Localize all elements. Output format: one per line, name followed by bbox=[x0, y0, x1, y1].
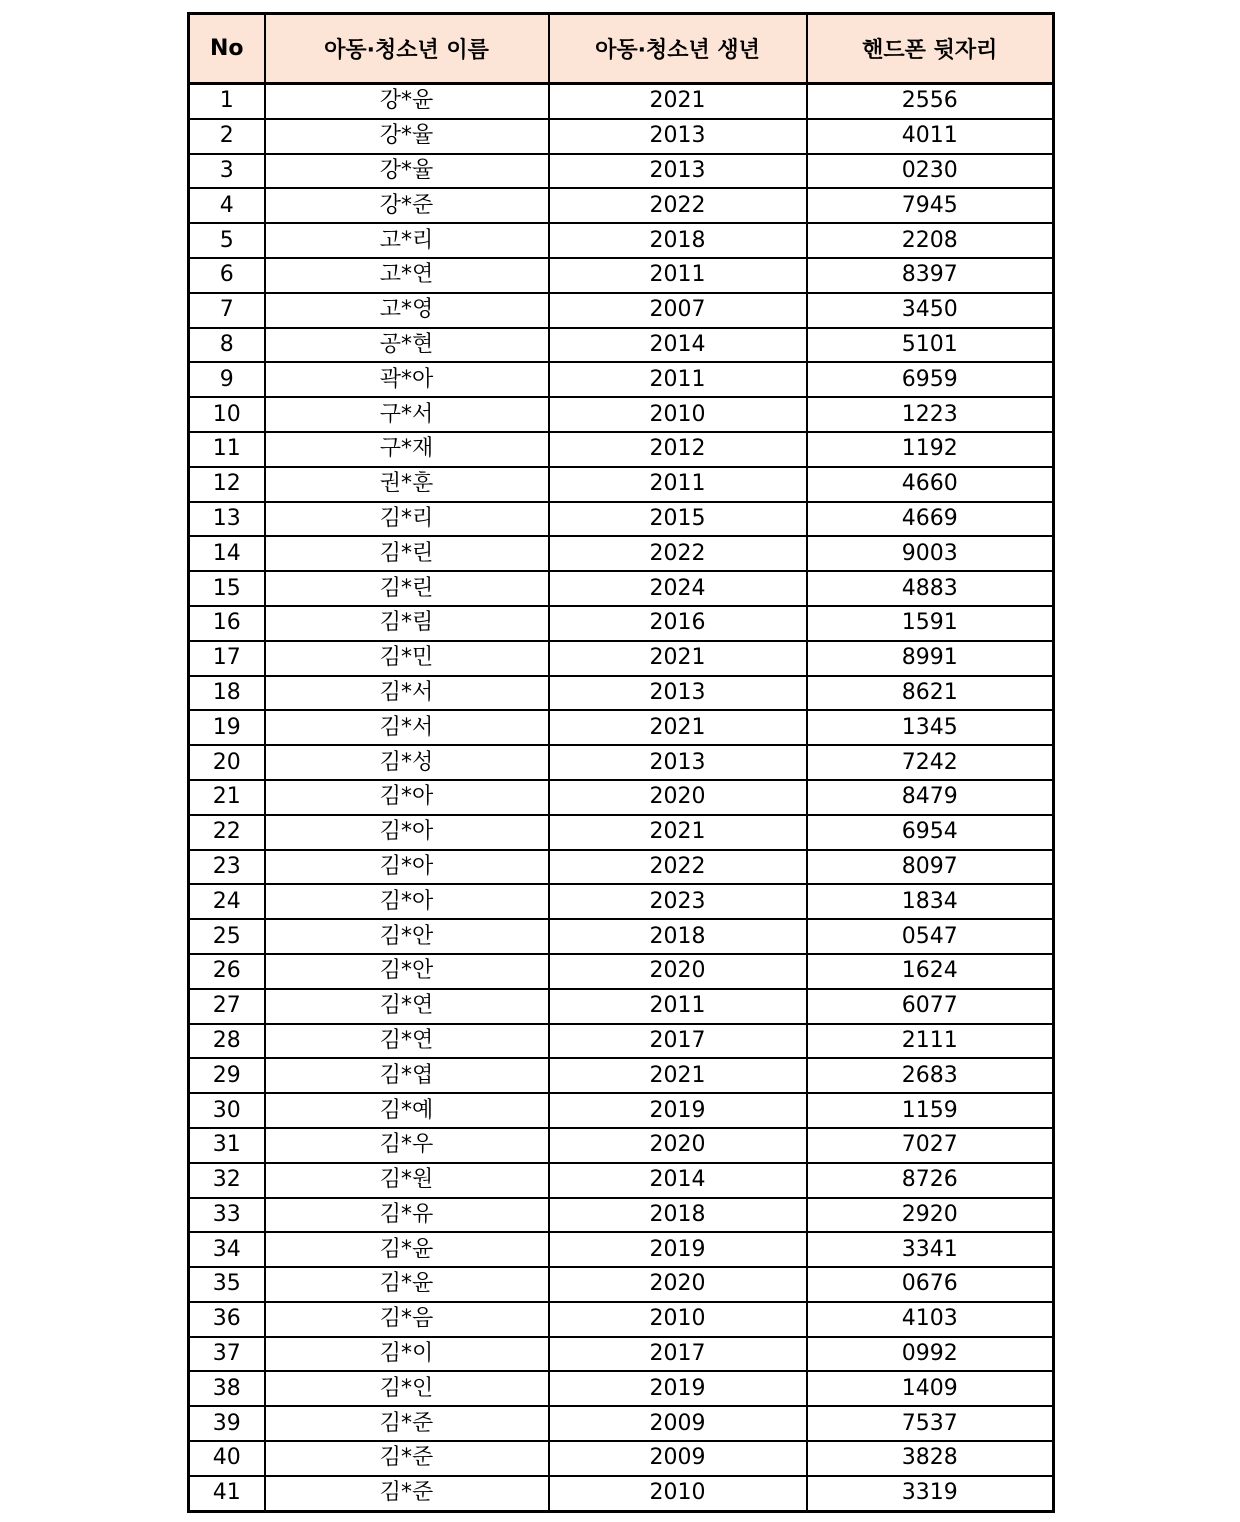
cell-no: 37 bbox=[189, 1337, 265, 1372]
cell-no: 1 bbox=[189, 84, 265, 119]
cell-birth-year: 2018 bbox=[549, 1198, 807, 1233]
cell-birth-year: 2017 bbox=[549, 1337, 807, 1372]
cell-birth-year: 2021 bbox=[549, 641, 807, 676]
cell-phone-last-digits: 4883 bbox=[807, 571, 1054, 606]
cell-birth-year: 2019 bbox=[549, 1093, 807, 1128]
cell-phone-last-digits: 1345 bbox=[807, 710, 1054, 745]
table-row bbox=[189, 1024, 1054, 1059]
cell-phone-last-digits: 5101 bbox=[807, 328, 1054, 363]
table-row bbox=[189, 1371, 1054, 1406]
cell-name: 김*아 bbox=[265, 850, 549, 885]
cell-birth-year: 2021 bbox=[549, 710, 807, 745]
cell-name: 강*율 bbox=[265, 119, 549, 154]
cell-birth-year: 2024 bbox=[549, 571, 807, 606]
cell-no: 33 bbox=[189, 1198, 265, 1233]
cell-phone-last-digits: 8479 bbox=[807, 780, 1054, 815]
cell-no: 22 bbox=[189, 815, 265, 850]
cell-phone-last-digits: 1409 bbox=[807, 1371, 1054, 1406]
cell-name: 김*린 bbox=[265, 536, 549, 571]
cell-phone-last-digits: 8097 bbox=[807, 850, 1054, 885]
cell-phone-last-digits: 1159 bbox=[807, 1093, 1054, 1128]
cell-name: 김*림 bbox=[265, 606, 549, 641]
cell-phone-last-digits: 9003 bbox=[807, 536, 1054, 571]
cell-no: 23 bbox=[189, 850, 265, 885]
table-row bbox=[189, 1232, 1054, 1267]
table-row bbox=[189, 397, 1054, 432]
cell-no: 29 bbox=[189, 1058, 265, 1093]
cell-no: 6 bbox=[189, 258, 265, 293]
cell-phone-last-digits: 0230 bbox=[807, 154, 1054, 189]
table-row bbox=[189, 1128, 1054, 1163]
cell-name: 김*음 bbox=[265, 1302, 549, 1337]
cell-birth-year: 2013 bbox=[549, 745, 807, 780]
cell-phone-last-digits: 3319 bbox=[807, 1476, 1054, 1511]
cell-no: 20 bbox=[189, 745, 265, 780]
table-row bbox=[189, 989, 1054, 1024]
cell-no: 9 bbox=[189, 362, 265, 397]
cell-name: 강*율 bbox=[265, 154, 549, 189]
cell-no: 36 bbox=[189, 1302, 265, 1337]
header-name: 아동·청소년 이름 bbox=[265, 14, 549, 84]
cell-phone-last-digits: 1591 bbox=[807, 606, 1054, 641]
cell-no: 10 bbox=[189, 397, 265, 432]
cell-birth-year: 2022 bbox=[549, 536, 807, 571]
cell-birth-year: 2020 bbox=[549, 780, 807, 815]
cell-name: 김*안 bbox=[265, 919, 549, 954]
cell-no: 24 bbox=[189, 884, 265, 919]
cell-name: 김*아 bbox=[265, 780, 549, 815]
cell-birth-year: 2011 bbox=[549, 467, 807, 502]
cell-no: 32 bbox=[189, 1163, 265, 1198]
cell-name: 김*준 bbox=[265, 1406, 549, 1441]
cell-no: 27 bbox=[189, 989, 265, 1024]
cell-name: 김*예 bbox=[265, 1093, 549, 1128]
cell-birth-year: 2013 bbox=[549, 154, 807, 189]
cell-phone-last-digits: 8991 bbox=[807, 641, 1054, 676]
header-row bbox=[189, 14, 1054, 84]
cell-birth-year: 2009 bbox=[549, 1406, 807, 1441]
table-row bbox=[189, 258, 1054, 293]
table-row bbox=[189, 154, 1054, 189]
cell-phone-last-digits: 8726 bbox=[807, 1163, 1054, 1198]
cell-name: 김*민 bbox=[265, 641, 549, 676]
cell-name: 김*연 bbox=[265, 1024, 549, 1059]
cell-no: 13 bbox=[189, 502, 265, 537]
cell-phone-last-digits: 1223 bbox=[807, 397, 1054, 432]
table-row bbox=[189, 328, 1054, 363]
cell-birth-year: 2016 bbox=[549, 606, 807, 641]
table-row bbox=[189, 571, 1054, 606]
cell-no: 18 bbox=[189, 676, 265, 711]
cell-name: 김*연 bbox=[265, 989, 549, 1024]
table-row bbox=[189, 536, 1054, 571]
cell-no: 25 bbox=[189, 919, 265, 954]
cell-birth-year: 2009 bbox=[549, 1441, 807, 1476]
table-row bbox=[189, 1337, 1054, 1372]
table-row bbox=[189, 1058, 1054, 1093]
cell-no: 21 bbox=[189, 780, 265, 815]
cell-no: 3 bbox=[189, 154, 265, 189]
cell-no: 14 bbox=[189, 536, 265, 571]
cell-phone-last-digits: 1192 bbox=[807, 432, 1054, 467]
cell-name: 김*인 bbox=[265, 1371, 549, 1406]
cell-no: 17 bbox=[189, 641, 265, 676]
table-row bbox=[189, 919, 1054, 954]
cell-birth-year: 2020 bbox=[549, 954, 807, 989]
table-row bbox=[189, 1198, 1054, 1233]
cell-phone-last-digits: 2683 bbox=[807, 1058, 1054, 1093]
cell-no: 12 bbox=[189, 467, 265, 502]
cell-name: 김*리 bbox=[265, 502, 549, 537]
cell-birth-year: 2020 bbox=[549, 1267, 807, 1302]
cell-phone-last-digits: 0676 bbox=[807, 1267, 1054, 1302]
table-row bbox=[189, 293, 1054, 328]
cell-name: 김*서 bbox=[265, 710, 549, 745]
cell-name: 김*우 bbox=[265, 1128, 549, 1163]
header-no: No bbox=[189, 14, 265, 84]
table-row bbox=[189, 606, 1054, 641]
header-phone-last-digits: 핸드폰 뒷자리 bbox=[807, 14, 1054, 84]
roster-table bbox=[187, 12, 1055, 1513]
cell-birth-year: 2015 bbox=[549, 502, 807, 537]
table-row bbox=[189, 850, 1054, 885]
cell-birth-year: 2020 bbox=[549, 1128, 807, 1163]
table-header bbox=[189, 14, 1054, 84]
cell-name: 고*영 bbox=[265, 293, 549, 328]
table-row bbox=[189, 676, 1054, 711]
cell-name: 곽*아 bbox=[265, 362, 549, 397]
table-row bbox=[189, 1302, 1054, 1337]
cell-birth-year: 2019 bbox=[549, 1371, 807, 1406]
cell-name: 고*연 bbox=[265, 258, 549, 293]
cell-birth-year: 2018 bbox=[549, 919, 807, 954]
cell-phone-last-digits: 1834 bbox=[807, 884, 1054, 919]
cell-name: 김*원 bbox=[265, 1163, 549, 1198]
table-row bbox=[189, 84, 1054, 119]
cell-no: 7 bbox=[189, 293, 265, 328]
cell-phone-last-digits: 6077 bbox=[807, 989, 1054, 1024]
cell-birth-year: 2014 bbox=[549, 328, 807, 363]
cell-name: 김*윤 bbox=[265, 1232, 549, 1267]
cell-phone-last-digits: 3450 bbox=[807, 293, 1054, 328]
cell-phone-last-digits: 4669 bbox=[807, 502, 1054, 537]
cell-phone-last-digits: 4103 bbox=[807, 1302, 1054, 1337]
table-row bbox=[189, 502, 1054, 537]
table-row bbox=[189, 467, 1054, 502]
cell-no: 26 bbox=[189, 954, 265, 989]
cell-phone-last-digits: 8397 bbox=[807, 258, 1054, 293]
cell-birth-year: 2022 bbox=[549, 188, 807, 223]
cell-no: 2 bbox=[189, 119, 265, 154]
cell-name: 김*이 bbox=[265, 1337, 549, 1372]
table-row bbox=[189, 188, 1054, 223]
cell-phone-last-digits: 4660 bbox=[807, 467, 1054, 502]
cell-no: 19 bbox=[189, 710, 265, 745]
cell-birth-year: 2021 bbox=[549, 84, 807, 119]
cell-birth-year: 2022 bbox=[549, 850, 807, 885]
cell-phone-last-digits: 3828 bbox=[807, 1441, 1054, 1476]
cell-no: 38 bbox=[189, 1371, 265, 1406]
table-row bbox=[189, 1406, 1054, 1441]
cell-phone-last-digits: 7242 bbox=[807, 745, 1054, 780]
cell-name: 김*성 bbox=[265, 745, 549, 780]
cell-phone-last-digits: 6959 bbox=[807, 362, 1054, 397]
cell-no: 28 bbox=[189, 1024, 265, 1059]
cell-no: 41 bbox=[189, 1476, 265, 1511]
cell-phone-last-digits: 7537 bbox=[807, 1406, 1054, 1441]
cell-no: 30 bbox=[189, 1093, 265, 1128]
cell-phone-last-digits: 2556 bbox=[807, 84, 1054, 119]
table-row bbox=[189, 954, 1054, 989]
cell-birth-year: 2011 bbox=[549, 989, 807, 1024]
cell-birth-year: 2010 bbox=[549, 397, 807, 432]
table-row bbox=[189, 362, 1054, 397]
cell-no: 34 bbox=[189, 1232, 265, 1267]
table-row bbox=[189, 641, 1054, 676]
cell-birth-year: 2007 bbox=[549, 293, 807, 328]
cell-no: 16 bbox=[189, 606, 265, 641]
table-row bbox=[189, 1441, 1054, 1476]
cell-no: 31 bbox=[189, 1128, 265, 1163]
cell-phone-last-digits: 1624 bbox=[807, 954, 1054, 989]
table-row bbox=[189, 1267, 1054, 1302]
cell-birth-year: 2010 bbox=[549, 1302, 807, 1337]
cell-phone-last-digits: 4011 bbox=[807, 119, 1054, 154]
cell-no: 5 bbox=[189, 223, 265, 258]
cell-no: 11 bbox=[189, 432, 265, 467]
cell-name: 김*아 bbox=[265, 884, 549, 919]
cell-name: 권*훈 bbox=[265, 467, 549, 502]
cell-birth-year: 2019 bbox=[549, 1232, 807, 1267]
cell-phone-last-digits: 8621 bbox=[807, 676, 1054, 711]
table-row bbox=[189, 1093, 1054, 1128]
cell-birth-year: 2014 bbox=[549, 1163, 807, 1198]
table-row bbox=[189, 884, 1054, 919]
cell-birth-year: 2013 bbox=[549, 676, 807, 711]
cell-phone-last-digits: 2920 bbox=[807, 1198, 1054, 1233]
cell-phone-last-digits: 6954 bbox=[807, 815, 1054, 850]
cell-birth-year: 2021 bbox=[549, 1058, 807, 1093]
cell-name: 김*유 bbox=[265, 1198, 549, 1233]
cell-name: 김*린 bbox=[265, 571, 549, 606]
cell-phone-last-digits: 3341 bbox=[807, 1232, 1054, 1267]
cell-phone-last-digits: 2208 bbox=[807, 223, 1054, 258]
table-row bbox=[189, 1476, 1054, 1511]
cell-phone-last-digits: 7027 bbox=[807, 1128, 1054, 1163]
table-body bbox=[189, 84, 1054, 1512]
cell-phone-last-digits: 0547 bbox=[807, 919, 1054, 954]
table-row bbox=[189, 710, 1054, 745]
cell-name: 김*윤 bbox=[265, 1267, 549, 1302]
cell-birth-year: 2023 bbox=[549, 884, 807, 919]
cell-name: 강*윤 bbox=[265, 84, 549, 119]
cell-birth-year: 2021 bbox=[549, 815, 807, 850]
cell-birth-year: 2017 bbox=[549, 1024, 807, 1059]
table-row bbox=[189, 815, 1054, 850]
cell-birth-year: 2011 bbox=[549, 362, 807, 397]
table-row bbox=[189, 223, 1054, 258]
cell-name: 김*엽 bbox=[265, 1058, 549, 1093]
cell-name: 김*준 bbox=[265, 1441, 549, 1476]
cell-phone-last-digits: 7945 bbox=[807, 188, 1054, 223]
cell-birth-year: 2011 bbox=[549, 258, 807, 293]
cell-birth-year: 2012 bbox=[549, 432, 807, 467]
table-row bbox=[189, 119, 1054, 154]
cell-no: 40 bbox=[189, 1441, 265, 1476]
cell-name: 강*준 bbox=[265, 188, 549, 223]
table-row bbox=[189, 745, 1054, 780]
cell-phone-last-digits: 0992 bbox=[807, 1337, 1054, 1372]
cell-name: 고*리 bbox=[265, 223, 549, 258]
cell-birth-year: 2018 bbox=[549, 223, 807, 258]
cell-no: 15 bbox=[189, 571, 265, 606]
cell-birth-year: 2013 bbox=[549, 119, 807, 154]
cell-no: 35 bbox=[189, 1267, 265, 1302]
cell-no: 39 bbox=[189, 1406, 265, 1441]
cell-name: 김*아 bbox=[265, 815, 549, 850]
cell-name: 구*서 bbox=[265, 397, 549, 432]
cell-phone-last-digits: 2111 bbox=[807, 1024, 1054, 1059]
cell-name: 공*현 bbox=[265, 328, 549, 363]
cell-no: 4 bbox=[189, 188, 265, 223]
cell-name: 구*재 bbox=[265, 432, 549, 467]
table-row bbox=[189, 1163, 1054, 1198]
cell-birth-year: 2010 bbox=[549, 1476, 807, 1511]
cell-name: 김*안 bbox=[265, 954, 549, 989]
table-row bbox=[189, 780, 1054, 815]
header-birth-year: 아동·청소년 생년 bbox=[549, 14, 807, 84]
cell-no: 8 bbox=[189, 328, 265, 363]
cell-name: 김*준 bbox=[265, 1476, 549, 1511]
cell-name: 김*서 bbox=[265, 676, 549, 711]
table-row bbox=[189, 432, 1054, 467]
